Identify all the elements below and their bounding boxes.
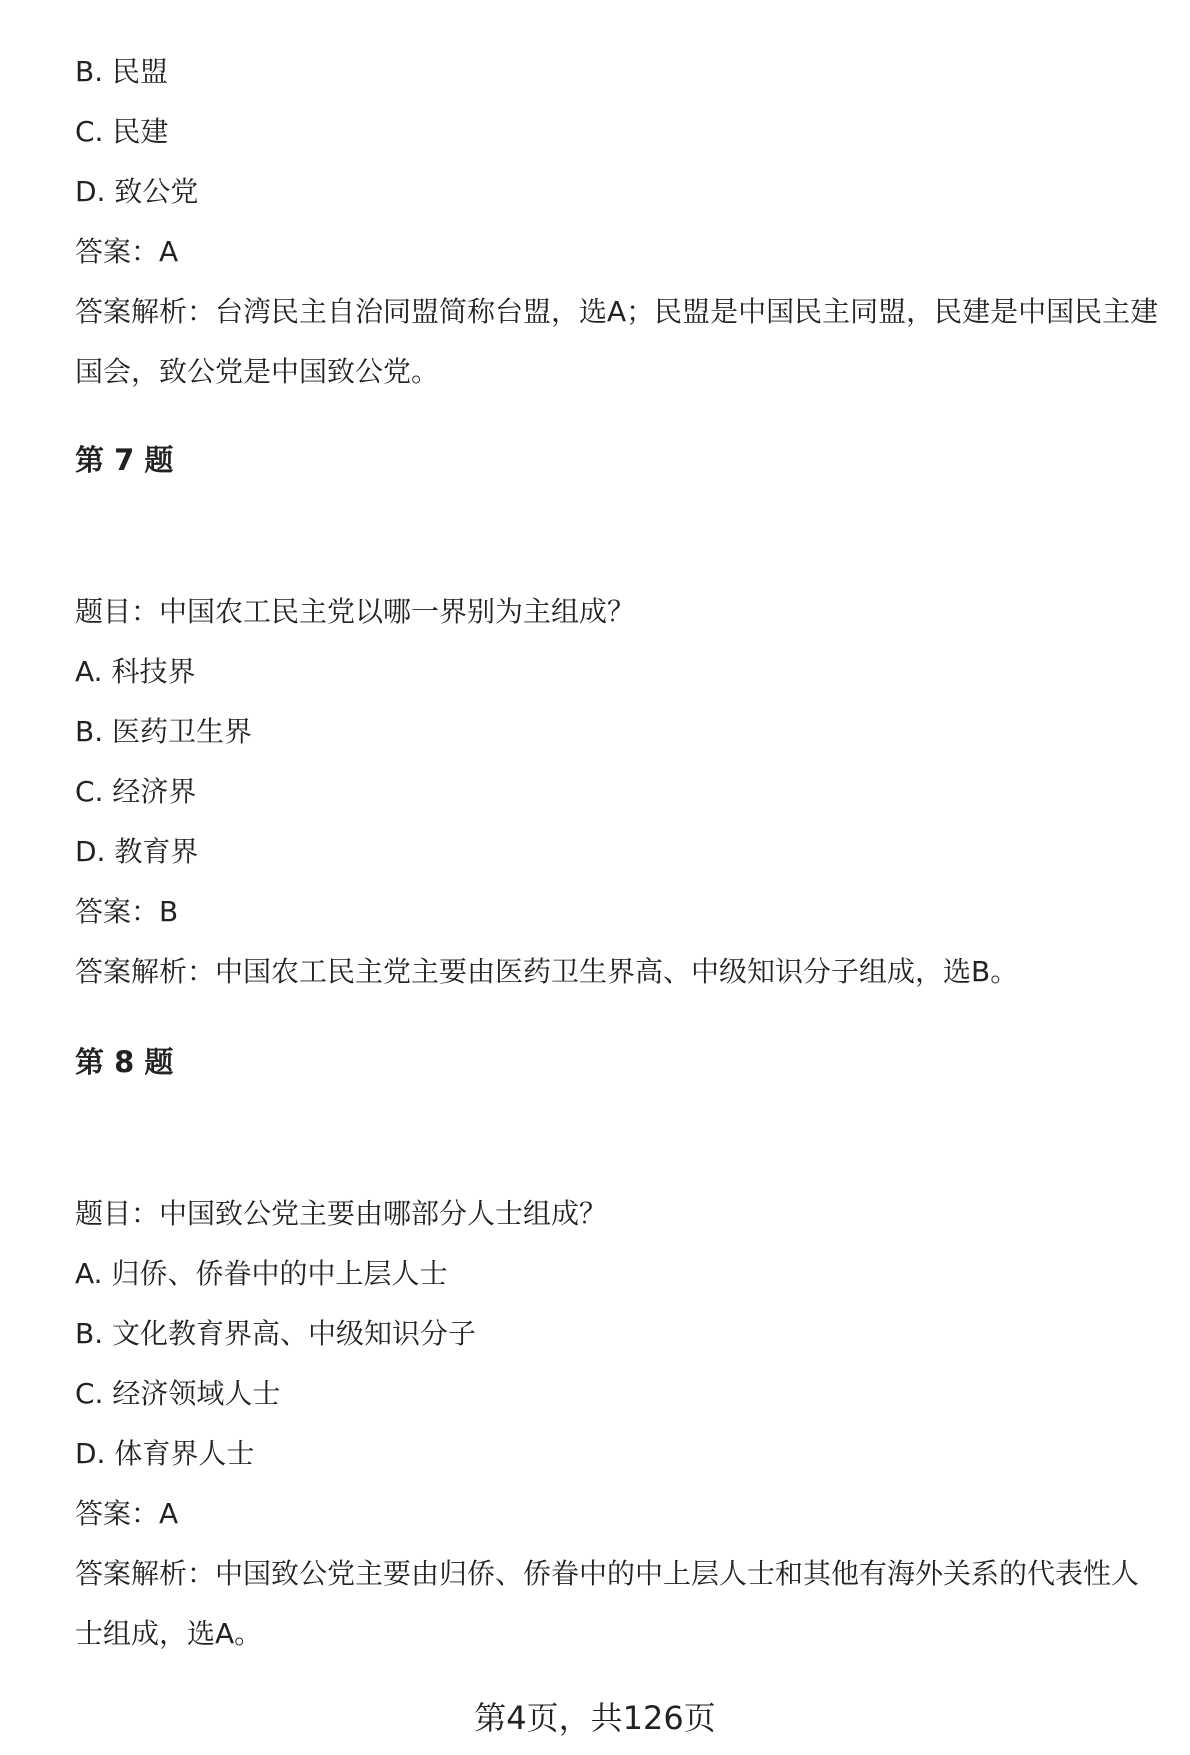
q7-option-a: A. 科技界	[75, 655, 196, 688]
q7-option-d: D. 教育界	[75, 835, 199, 868]
prev-option-b: B. 民盟	[75, 55, 169, 88]
q8-question: 题目：中国致公党主要由哪部分人士组成？	[75, 1197, 608, 1230]
q8-explanation: 答案解析：中国致公党主要由归侨、侨眷中的中上层人士和其他有海外关系的代表性人士组成，选A。	[75, 1557, 1140, 1650]
prev-option-d: D. 致公党	[75, 175, 199, 208]
q8-heading: 第 8 题	[75, 1045, 174, 1079]
q7-answer: 答案：B	[75, 895, 179, 928]
q8-answer: 答案：A	[75, 1497, 179, 1530]
q8-option-a: A. 归侨、侨眷中的中上层人士	[75, 1257, 448, 1290]
page-number-footer: 第4页，共126页	[474, 1699, 716, 1737]
q7-explanation: 答案解析：中国农工民主党主要由医药卫生界高、中级知识分子组成，选B。	[75, 955, 1019, 988]
q8-option-b: B. 文化教育界高、中级知识分子	[75, 1317, 477, 1350]
q8-option-d: D. 体育界人士	[75, 1437, 255, 1470]
q8-option-c: C. 经济领域人士	[75, 1377, 281, 1410]
q7-question: 题目：中国农工民主党以哪一界别为主组成？	[75, 595, 636, 628]
q7-heading: 第 7 题	[75, 443, 174, 477]
q7-option-c: C. 经济界	[75, 775, 197, 808]
prev-explanation: 答案解析：台湾民主自治同盟简称台盟，选A；民盟是中国民主同盟，民建是中国民主建国会，致公党是中国致公党。	[75, 295, 1159, 388]
prev-option-c: C. 民建	[75, 115, 169, 148]
prev-answer: 答案：A	[75, 235, 179, 268]
q7-option-b: B. 医药卫生界	[75, 715, 253, 748]
